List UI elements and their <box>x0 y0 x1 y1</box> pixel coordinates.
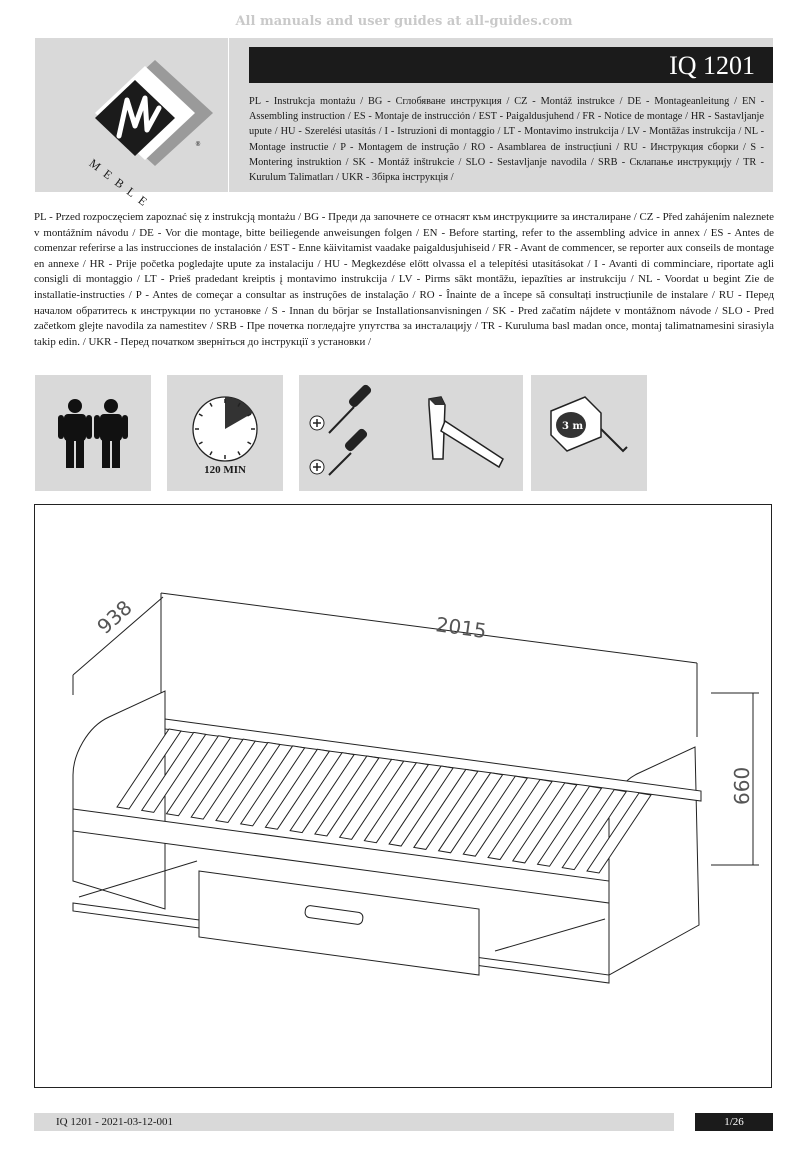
tile-screwdrivers <box>299 375 415 491</box>
registered-mark: ® <box>195 141 201 148</box>
tile-hammer <box>407 375 523 491</box>
tile-tape-measure <box>531 375 647 491</box>
two-people-icon <box>35 375 151 491</box>
tape-measure-icon <box>531 375 647 491</box>
instruction-languages: PL - Instrukcja montażu / BG - Сглобяване инструкция / CZ - Montáž instrukce / DE - Montageanleitung / EN - Assembling instruction / ES - Montaje de instrucción / EST - Paigaldusjuhend / FR - Notice de montage / HR - Sastavljanje upute / HU - Szerelési utasítás / I - Istruzioni di montaggio / LT - Montavimo instrukcija / LV - Montāžas instrukcija / NL - Montage instructie / P - Montagem de instrução / RO - Asamblarea de instrucțiuni / RU - Инструкция сборки / S - Montering instruktion / SK - Montáž inštrukcie / SLO - Sestavljanje navodila / SRB - Склапање инструкцију / TR - Kurulum Talimatları / UKR - Збірка інструкція / <box>249 96 764 184</box>
time-label: 120 MIN <box>204 464 246 476</box>
watermark: All manuals and user guides at all-guides.com <box>235 14 573 29</box>
document-code: IQ 1201 - 2021-03-12-001 <box>34 1113 674 1131</box>
brand-logo <box>35 38 228 192</box>
screwdriver-flat-icon <box>310 383 373 433</box>
tape-length-label: 3 m <box>562 421 584 432</box>
intro-text: PL - Przed rozpoczęciem zapoznać się z instrukcją montażu / BG - Преди да започнете се отнасят към инструкциите за инсталиране / CZ - Před zahájením naleznete v montážním návodu / DE - Vor die montage, bitte beiliegende anweisungen folgen / EN - Before starting, refer to the assembling advice in annex / ES - Antes de comenzar referirse a las instrucciones de instalación / EST - Enne käivitamist vaadake paigaldusjuhiseid / FR - Avant de commencer, se reporter aux conseils de montage en annexe / HR - Prije početka pogledajte upute za instalaciju / HU - Megkezdése előtt olvassa el a telepítési utasításokat / I - Avanti di comminciare, riportate agli consigli di montaggio / LT - Prieš pradedant kreiptis į montavimo instrukcija / LV - Pirms sākt montāžu, iepazīties ar instrukciju / NL - Voordat u begint Zie de installatie-instructies / P - Antes de começar a consultar as instruções de instalação / RO - Înainte de a începe să consultați instrucțiunile de instalare / RU - Перед началом обратитесь к инструкции по установке / S - Innan du börjar se Installationsanvisningen / SK - Pred začatím nájdete v montážnom návode / SLO - Pred začetkom glejte navodila za namestitev / SRB - Пре почетка погледајте упутства за инсталацију / TR - Kuruluma basl madan once, montaj talimatnamesini sirasiyla takip edin. / UKR - Перед початком зверніться до інструкції з установки / <box>34 211 774 348</box>
hammer-icon <box>407 375 523 491</box>
logo-panel <box>35 38 228 213</box>
bed-drawing <box>35 505 771 1087</box>
model-title: IQ 1201 <box>249 47 773 83</box>
dimension-width: 2015 <box>434 612 489 644</box>
screwdriver-phillips-icon <box>310 427 369 475</box>
brand-word: MEBLE <box>86 156 156 213</box>
tile-time <box>167 375 283 491</box>
dimension-depth: 938 <box>92 595 137 639</box>
dimension-height: 660 <box>730 766 754 805</box>
tile-two-people <box>35 375 151 491</box>
page-number: 1/26 <box>695 1113 773 1131</box>
screwdrivers-icon <box>299 375 415 491</box>
product-drawing-frame <box>34 504 772 1088</box>
